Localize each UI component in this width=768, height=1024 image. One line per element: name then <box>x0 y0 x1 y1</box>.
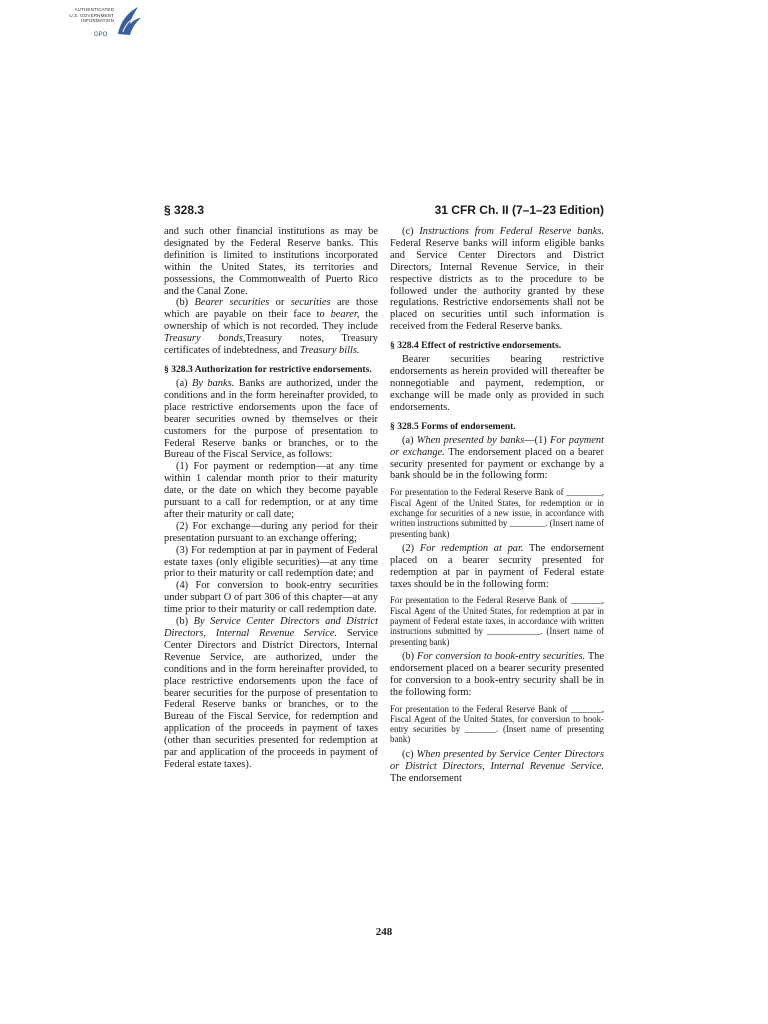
header-citation: 31 CFR Ch. II (7–1–23 Edition) <box>434 203 604 217</box>
right-column <box>390 226 604 784</box>
paragraph: and such other financial institutions as may be designated by the Federal Reserve banks. This definition is limited to institutions incorporated within the United States, its territories and possessions, the Commonwealth of Puerto Rico and the Canal Zone. <box>164 226 378 297</box>
list-item: (2) For exchange—during any period for their presentation pursuant to an exchange offering; <box>164 520 378 544</box>
logo-text: AUTHENTICATED U.S. GOVERNMENT INFORMATION <box>69 7 114 24</box>
paragraph-bearer-securities: (b) Bearer securities or securities are those which are payable on their face to bearer, the ownership of which is not recorded. They include Treasury bonds,Treasury notes, Treasury certificates of indebtedness, and Treasury bills. <box>164 297 378 357</box>
section-heading-328-4: § 328.4 Effect of restrictive endorsements. <box>390 340 562 352</box>
paragraph-irs-directors: (c) When presented by Service Center Directors or District Directors, Internal Revenue Service. The endorsement <box>390 748 604 784</box>
list-item: (4) For conversion to book-entry securities under subpart O of part 306 of this chapter—at any time prior to their maturity or call redemption date. <box>164 580 378 616</box>
endorsement-form: For presentation to the Federal Reserve Bank of ________, Fiscal Agent of the United States, for redemption or in exchange for securities of a new issue, in accordance with written instructions submitted by ________. (Insert name of presenting bank) <box>390 487 604 539</box>
endorsement-form: For presentation to the Federal Reserve Bank of _______, Fiscal Agent of the United States, for redemption at par in payment of Federal estate taxes, in accordance with written instructions submitted by ____________. (Insert name of presenting bank) <box>390 595 604 647</box>
logo-agency: GPO <box>94 32 108 38</box>
paragraph-book-entry: (b) For conversion to book-entry securities. The endorsement placed on a bearer security presented for conversion to a book-entry security shall be in the following form: <box>390 650 604 698</box>
header-section: § 328.3 <box>164 203 205 217</box>
eagle-icon <box>114 4 142 40</box>
paragraph-instructions: (c) Instructions from Federal Reserve banks. Federal Reserve banks will inform eligible banks and Service Center Directors and District Directors, Internal Revenue Service, in their respective districts as to the procedure to be followed under the authority granted by these regulations. Restrictive endorsements shall not be placed on securities until such information is received from the Federal Reserve banks. <box>390 226 604 333</box>
section-heading-328-5: § 328.5 Forms of endorsement. <box>390 420 516 432</box>
paragraph-by-banks: (a) By banks. Banks are authorized, under the conditions and in the form hereinafter provided, to place restrictive endorsements upon the face of bearer securities owned by themselves or their customers for the purpose of presentation to Federal Reserve banks or branches, or to the Bureau of the Fiscal Service, as follows: <box>164 377 379 461</box>
paragraph-effect: Bearer securities bearing restrictive endorsements as herein provided will thereafter be nonnegotiable and payment, redemption, or exchange will be made only as provided in such endorsements. <box>390 354 604 413</box>
list-item: (3) For redemption at par in payment of Federal estate taxes (only eligible securities)—at any time prior to their maturity or call redemption date; and <box>164 544 378 580</box>
section-heading-328-3: § 328.3 Authorization for restrictive endorsements. <box>164 363 372 375</box>
page-number: 248 <box>375 926 393 938</box>
list-item: (1) For payment or redemption—at any time within 1 calendar month prior to their maturity date, or the date on which they become payable pursuant to a call for redemption, or at any time after their maturity or call date; <box>164 461 378 520</box>
paragraph-service-center: (b) By Service Center Directors and District Directors, Internal Revenue Service. Service Center Directors and District Directors, Internal Revenue Service, are authorized, under the conditions and in the form hereinafter provided, to place restrictive endorsements upon the face of bearer securities for the purpose of presentation to Federal Reserve banks or branches, or to the Bureau of the Fiscal Service, for redemption and application of the proceeds in payment of taxes (other than securities presented for redemption at par and application of the proceeds in payment of Federal estate taxes). <box>164 616 379 770</box>
paragraph-presented-by-banks: (a) When presented by banks—(1) For payment or exchange. The endorsement placed on a bearer security presented for payment or exchange by a bank should be in the following form: <box>390 434 604 482</box>
endorsement-form: For presentation to the Federal Reserve Bank of _______, Fiscal Agent of the United States, for conversion to book-entry securities by _______. (Insert name of presenting bank) <box>390 703 604 745</box>
paragraph-redemption-at-par: (2) For redemption at par. The endorsement placed on a bearer security presented for redemption at par in payment of Federal estate taxes should be in the following form: <box>390 542 604 590</box>
left-column <box>164 226 378 771</box>
gpo-authentication-logo <box>58 4 142 44</box>
